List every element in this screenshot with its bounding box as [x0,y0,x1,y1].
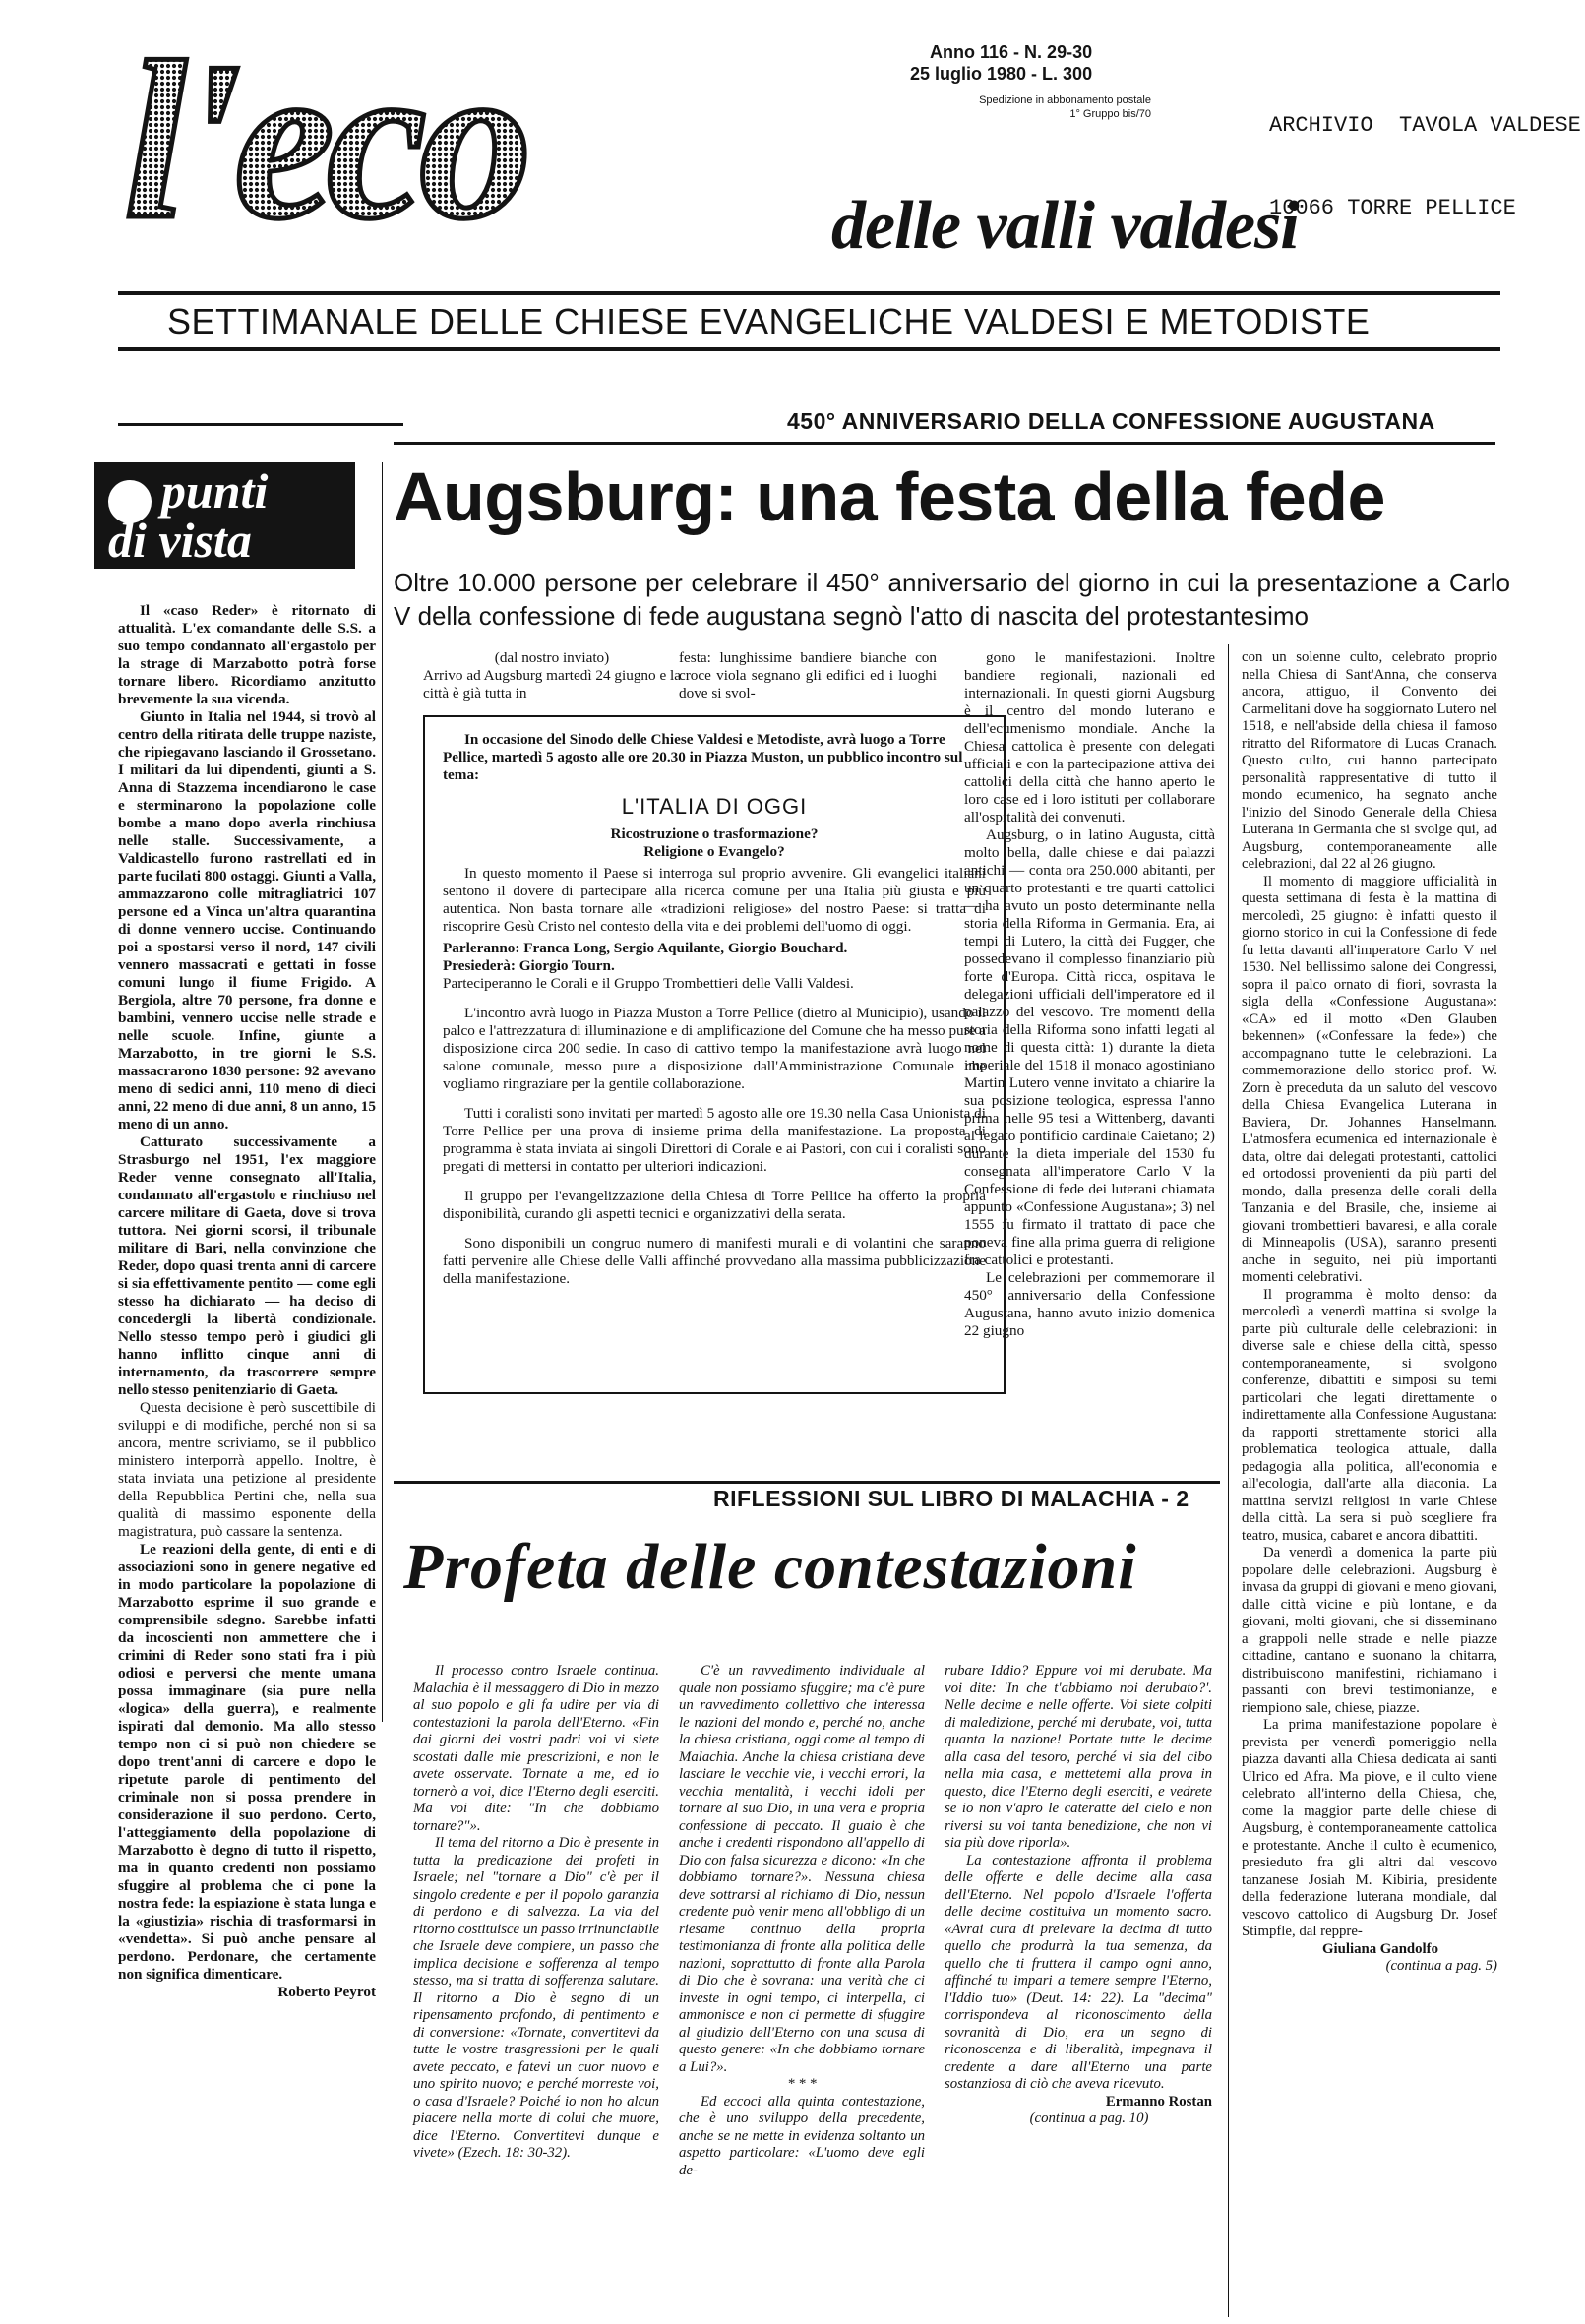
issue-date-price: 25 luglio 1980 - L. 300 [910,64,1093,84]
author-signature: Giuliana Gandolfo [1322,1940,1438,1957]
section-rule-left [118,423,403,426]
paragraph: Il gruppo per l'evangelizzazione della Chiesa di Torre Pellice ha offerto la propria disponibilità, curando gli aspetti tecnici e organizzativi della serata. [443,1188,986,1222]
augsburg-column-3 [964,649,1215,1340]
paragraph: Da venerdì a domenica la parte più popolare delle celebrazioni. Augsburg è invasa da gruppi di giovani e meno giovani, dalle città vicine e più lontane, e da giovani, molti giovani, che si disseminano a grappoli nelle strade e nelle piazze cittadine, cantano e suonano la chitarra, distribuiscono manifestini, richiamano i passanti con brevi testimonianze, e riempiono sale, chiese, piazze. [1242,1545,1497,1716]
paragraph: Catturato successivamente a Strasburgo nel 1951, l'ex maggiore Reder venne consegnato all'Italia, condannato all'ergastolo e rinchiuso nel carcere militare di Gaeta, dove si trova tuttora. Nei giorni scorsi, il tribunale militare di Bari, nella convinzione che Reder, dopo quasi trenta anni di carcere si sia effettivamente pentito — come egli stesso ha dichiarato — ha deciso di concedergli la libertà condizionale. Nello stesso tempo però i giudici gli hanno inflitto cinque anni di internamento, da trascorrere sempre nello stesso penitenziario di Gaeta. [118,1133,376,1398]
box-question-1: Ricostruzione o trasformazione? [610,826,819,842]
paragraph: rubare Iddio? Eppure voi mi derubate. Ma voi dite: 'In che t'abbiamo noi derubato?'. Nelle decime e nelle offerte. Voi siete colpiti di maledizione, perché mi derubate, voi, tutta quanta la nazione! Portate tutte le decime alla casa del tesoro, perché vi sia del cibo nella mia casa, e mettetemi alla prova in questo, dice l'Eterno degli eserciti, e vedrete se io non v'apro le cateratte del cielo e non riversi su voi tanta benedizione, che non vi sia più dove riporla». [945,1663,1212,1851]
paragraph: Il programma è molto denso: da mercoledì a venerdì mattina si svolge la parte più culturale delle celebrazioni: in diverse sale e chiese della città, spesso contemporaneamente, si svolgono conferenze, dibattiti e simposi su temi particolari che legati direttamente o indirettamente alla Confessione Augustana: da rapporti strettamente storici alla problematica teologica attuale, dalla pedagogia alla politica, all'economia e all'ecologia, dall'arte alla diaconia. La mattina servizi religiosi in varie Chiese della città. La sera si può scegliere fra teatro, musica, cabaret e ancora dibattiti. [1242,1286,1497,1544]
masthead-logo [118,39,846,246]
paragraph: Il momento di maggiore ufficialità in questa settimana di festa è la mattina di mercoledì, 25 giugno: è infatti questo il giorno storico in cui la Confessione di fede fu letta davanti all'imperatore Carlo V nel 1530. Nel bellissimo salone dei Congressi, sopra il palco ornato di fiori, sovrasta la sigla della «Confessione Augustana»: «CA» ed il motto «Den Glauben bekennen» («Confessare la fede») che accompagnano tutte le celebrazioni. La commemorazione dello storico prof. W. Zorn è preceduta da un saluto del vescovo della Chiesa Evangelica Luterana in Baviera, Dr. Johannes Hanselmann. L'atmosfera ecumenica ed internazionale è data, oltre dai delegati protestanti, cattolici ed ortodossi provenienti da più parti del mondo, dalla presenza delle corali della Tanzania e del Brasile, che, insieme ai giovani trombettieri bavaresi, e alla corale di Minneapolis (USA), saranno presenti anche in seguito, nei più importanti momenti celebrativi. [1242,873,1497,1285]
augsburg-column-1 [423,649,681,703]
archive-stamp-line-2: 10066 TORRE PELLICE [1269,196,1516,220]
paragraph: festa: lunghissime bandiere bianche con croce viola segnano gli edifici ed i luoghi dove si svol- [679,649,937,702]
box-intro: In occasione del Sinodo delle Chiese Valdesi e Metodiste, avrà luogo a Torre Pellice, martedì 5 agosto alle ore 20.30 in Piazza Muston, un pubblico incontro sul tema: [443,731,963,783]
paragraph: Giunto in Italia nel 1944, si trovò al centro della ritirata delle truppe naziste, che ripiegavano lasciando il Grossetano. I militari da lui dipendenti, giunti a S. Anna di Stazzema incendiarono le case e sterminarono la popolazione colle bombe a mano dopo averla rinchiusa nelle stalle. Successivamente, a Valdicastello furono rastrellati ed in parte fucilati 800 ostaggi. Giunti a Valla, ammazzarono colle mitragliatrici 107 persone ed a Vinca un'altra quarantina di donne vennero uccise. Continuando poi a spostarsi verso il nord, 147 civili vennero massacrati e gettati in fosse comuni lungo il fiume Frigido. A Bergiola, altre 70 persone, fra donne e bambini, vennero uccise nelle strade e nelle scuole. Infine, giunte a Marzabotto, in tre giorni le S.S. massacrarono 1830 persone: 92 avevano meno di sedici anni, 110 meno di dieci anni, 22 meno di due anni, 8 un anno, 15 meno di un anno. [118,708,376,1132]
paragraph: Le celebrazioni per commemorare il 450° anniversario della Confessione Augustana, hanno avuto inizio domenica 22 giugno [964,1269,1215,1339]
continued-note: (continua a pag. 5) [1385,1958,1497,1974]
column-divider [1228,644,1229,2317]
paragraph: Sono disponibili un congruo numero di manifesti murali e di volantini che saranno fatti pervenire alle Chiese delle Valli affinché provvedano alla massima pubblicizzazione della manifestazione. [443,1235,986,1287]
augsburg-deck: Oltre 10.000 persone per celebrare il 450° anniversario del giorno in cui la presentazione a Carlo V della confessione di fede augustana segnò l'atto di nascita del protestantesimo [394,568,1510,631]
paragraph: Arrivo ad Augsburg martedì 24 giugno e la città è già tutta in [423,667,681,702]
postal-line-2: 1° Gruppo bis/70 [1069,108,1151,120]
malachia-headline: Profeta delle contestazioni [403,1531,1137,1603]
paragraph: La prima manifestazione popolare è prevista per venerdì pomeriggio nella piazza davanti alla Chiesa dedicata ai santi Ulrico ed Afra. Ma piove, e il culto viene celebrato all'interno della Chiesa, che, come la maggior parte delle chiese di Augsburg, è contemporaneamente cattolica e protestante. Anche il culto è ecumenico, presieduto fra gli altri dal vescovo tanzanese Josiah M. Kibiria, presidente della federazione luterana mondiale, dal vescovo cattolico di Augsburg Dr. Josef Stimpfle, dal reppre- [1242,1717,1497,1939]
di-vista-label: di vista [108,513,252,568]
author-signature: Ermanno Rostan [1105,2093,1212,2110]
punti-di-vista-column [118,602,376,2001]
postal-info [895,93,1151,121]
box-choirs: Parteciperanno le Corali e il Gruppo Trombettieri delle Valli Valdesi. [443,975,854,992]
issue-info [910,41,1092,85]
punti-label: punti [161,463,269,519]
box-chair: Presiederà: Giorgio Tourn. [443,957,615,974]
malachia-column-2 [679,1663,925,2179]
paragraph: Tutti i coralisti sono invitati per martedì 5 agosto alle ore 19.30 nella Casa Unionista di Torre Pellice per una prova di insieme prima della manifestazione. La proposta di programma è stata inviata ai singoli Direttori di Corale e ai Pastori, con cui i coralisti sono pregati di mettersi in contatto per ulteriori indicazioni. [443,1105,986,1175]
paragraph: gono le manifestazioni. Inoltre bandiere regionali, nazionali ed internazionali. In questi giorni Augsburg è il centro del mondo luterano e dell'ecumenismo mondiale. Anche la Chiesa cattolica è presente con delegati ufficiali e con la partecipazione attiva dei cattolici della città che hanno aperto le loro case ed i loro istituti per collaborare all'ospitalità dei convenuti. [964,649,1215,826]
paragraph: L'incontro avrà luogo in Piazza Muston a Torre Pellice (dietro al Municipio), usando il palco e l'attrezzatura di illuminazione e di amplificazione del Comune che ha messo pure a disposizione circa 200 sedie. In caso di cattivo tempo la manifestazione avrà luogo nel salone comunale, messo pure a disposizione dall'Amministrazione Comunale che vogliamo ringraziare per la gentile collaborazione. [443,1005,986,1092]
malachia-column-1 [413,1663,659,2163]
box-question-2: Religione o Evangelo? [643,843,785,860]
archive-stamp-line-1: ARCHIVIO TAVOLA VALDESE [1269,113,1581,138]
paragraph: Le reazioni della gente, di enti e di associazioni sono in genere negative ed in modo particolare la popolazione di Marzabotto esprime il suo grande e comprensibile sdegno. Sarebbe infatti da incoscienti non ammettere che i crimini di Reder sono stati fra i più odiosi e perversi che mente umana possa immaginare (sia pure nella «logica» della guerra), e realmente ispirati dal demonio. Ma allo stesso tempo non ci si può non chiedere se dopo trent'anni di carcere e dopo le ripetute parole di pentimento del criminale non si possa prendere in considerazione il suo perdono. Certo, l'atteggiamento della popolazione di Marzabotto è degno di tutto il rispetto, ma in quanto credenti non possiamo sfuggire al problema che ci pone la nostra fede: la espiazione è stata lunga e la «giustizia» rischia di trasformarsi in «vendetta». Si può anche pensare al perdono. Perdonare, che certamente non significa dimenticare. [118,1541,376,1983]
masthead-rule-top [118,291,1500,295]
author-signature: Roberto Peyrot [277,1984,376,2000]
paragraph: Ed eccoci alla quinta contestazione, che è uno sviluppo della precedente, anche se ne mette in evidenza soltanto un aspetto particolare: «L'uomo deve egli de- [679,2093,925,2178]
italia-di-oggi-box [423,715,1006,1394]
paragraph: Questa decisione è però suscettibile di sviluppi e di modifiche, perché non si sa ancora, mentre scriviamo, se il pubblico ministero interporrà appello. Inoltre, è stata inviata una petizione al presidente della Repubblica Pertini che, nella sua qualità di massimo esponente della magistratura, può cassare la sentenza. [118,1399,376,1540]
issue-number: Anno 116 - N. 29-30 [930,42,1093,62]
svg-text:l'eco: l'eco [124,39,524,246]
paragraph: Augsburg, o in latino Augusta, città molto bella, dalle chiese e dai palazzi antichi — conta ora 250.000 abitanti, per un quarto protestanti e tre quarti cattolici — ha avuto un posto determinante nella storia della Riforma in Germania. Era, ai tempi di Lutero, la città dei Fugger, che possedevano il complesso finanziario più forte d'Europa. Città ricca, ospitava le delegazioni ufficiali dell'imperatore ed il palazzo del vescovo. Tre momenti della storia della Riforma sono infatti legati al nome di questa città: 1) durante la dieta imperiale del 1518 il monaco agostiniano Martin Lutero venne invitato a chiarire la sua posizione teologica, espressa l'anno prima nelle 95 tesi a Wittenberg, davanti al legato pontificio cardinale Caietano; 2) durante la dieta imperiale del 1530 fu consegnata all'imperatore Carlo V la Confessione di fede dei luterani chiamata appunto «Confessione Augustana»; 3) nel 1555 fu firmato il trattato di pace che poneva fine alla prima guerra di religione fra cattolici e protestanti. [964,826,1215,1268]
section-rule [394,1481,1220,1484]
separator: * * * [787,2076,817,2092]
paragraph: In questo momento il Paese si interroga sul proprio avvenire. Gli evangelici italiani sentono il dovere di partecipare alla ricerca comune per una Italia più giusta e più autentica. Non basta tornare alle «tradizioni religiose» del nostro Paese: si tratta di riscoprire Gesù Cristo nel contesto della vita e dei problemi dell'uomo di oggi. [443,865,986,935]
paragraph: La contestazione affronta il problema delle offerte e delle decime alla casa dell'Eterno. Nel popolo d'Israele l'offerta delle decime costituiva un momento sacro. «Avrai cura di prelevare la decima di tutto quello che produrrà la tua semenza, da quello che ti fruttera il campo ogni anno, affinché tu impari a temere sempre l'Eterno, l'Iddio tuo» (Deut. 14: 22). La "decima" corrispondeva al riconoscimento della sovranità di Dio, era un segno di riconoscenza e di liberalità, impegnava il credente a dare all'Eterno una parte sostanziosa di ciò che aveva ricevuto. [945,1852,1212,2092]
section-rule [394,442,1495,445]
paragraph: C'è un ravvedimento individuale al quale non possiamo sfuggire; ma c'è pure un ravvedimento collettivo che interessa le nazioni del mondo e, perché no, anche la chiesa cristiana, oggi come al tempo di Malachia. Anche la chiesa cristiana deve lasciare le vecchie vie, i vecchi errori, la vecchia mentalità, i vecchi idoli per tornare al suo Dio, in una vera e propria confessione di peccato. Il guaio è che anche i credenti rispondono all'appello di Dio con falsa sicurezza e dicono: «In che dobbiamo tornare?». Nessuna chiesa deve sottrarsi al richiamo di Dio, nessun credente può venir meno all'obbligo di un riesame continuo della propria testimonianza di fronte alla politica delle nazioni, soprattutto di fronte alla Parola di Dio che è sovrana: una verità che ci investe in ogni tempo, ci interpella, ci ammonisce e non ci permette di sfuggire al giudizio dell'Eterno con una scusa di questo genere: «In che dobbiamo tornare a Lui?». [679,1663,925,2075]
archive-stamp [1269,57,1581,250]
paragraph: Il tema del ritorno a Dio è presente in tutta la predicazione dei profeti in Israele; nel "tornare a Dio" c'è per il singolo credente e per il popolo garanzia di perdono e di salvezza. La via del ritorno costituisce un passo irrinunciabile che Israele deve compiere, un passo che implica decisione e sofferenza al tempo stesso, ma si tratta di sofferenza salutare. Il ritorno a Dio è segno di un ripensamento profondo, di pentimento e di conversione: «Tornate, convertitevi da tutte le vostre trasgressioni per le quali avete peccato, e fatevi un cuor nuovo e uno spirito nuovo; e perché morreste voi, o casa d'Israele? Poiché io non ho alcun piacere nella morte di colui che muore, dice l'Eterno. Convertitevi dunque e vivete» (Ezech. 18: 30-32). [413,1835,659,2161]
masthead-subtitle: delle valli valdesi [831,188,1299,264]
paragraph: Il processo contro Israele continua. Malachia è il messaggero di Dio in mezzo al suo popolo e gli fa udire per via di contestazioni la parola dell'Eterno. «Fin dai giorni dei vostri padri voi vi siete scostati dalle mie prescrizioni, e non le avete osservate. Tornate a me, ed io tornerò a voi, dice l'Eterno degli eserciti. Ma voi dite: "In che dobbiamo tornare?"». [413,1663,659,1834]
box-speakers: Parleranno: Franca Long, Sergio Aquilante, Giorgio Bouchard. [443,940,848,956]
postal-line-1: Spedizione in abbonamento postale [979,94,1151,106]
masthead-rule-bottom [118,347,1500,351]
box-title: L'ITALIA DI OGGI [621,794,808,819]
augsburg-column-4 [1242,649,1497,1976]
augsburg-headline: Augsburg: una festa della fede [394,459,1385,535]
paragraph: Il «caso Reder» è ritornato di attualità. L'ex comandante delle S.S. a suo tempo condannato all'ergastolo per la strage di Marzabotto potrà forse tornare libero. Ricordiamo anzitutto brevemente la sua vicenda. [118,602,376,707]
augsburg-section-heading: 450° ANNIVERSARIO DELLA CONFESSIONE AUGUSTANA [787,408,1435,434]
column-divider [382,462,383,1722]
malachia-column-3 [945,1663,1212,2128]
continued-note: (continua a pag. 10) [1029,2110,1149,2126]
augsburg-column-2 [679,649,937,703]
byline: (dal nostro inviato) [494,649,610,666]
paragraph: con un solenne culto, celebrato proprio nella Chiesa di Sant'Anna, che conserva ancora, attiguo, il Convento dei Carmelitani dove ha soggiornato Lutero nel 1518, e nell'abside della chiesa il famoso ritratto del Riformatore di Lucas Cranach. Questo culto, cui hanno partecipato personalità rappresentative di tutto il mondo ecumenico, ha segnato anche l'inizio del Sinodo Generale della Chiesa Luterana in Germania che si svolge qui, ad Augsburg, contemporaneamente alle celebrazioni, dal 22 al 26 giugno. [1242,649,1497,872]
malachia-section-heading: RIFLESSIONI SUL LIBRO DI MALACHIA - 2 [713,1486,1189,1511]
masthead-tagline: SETTIMANALE DELLE CHIESE EVANGELICHE VALDESI E METODISTE [167,301,1371,341]
punti-di-vista-badge [94,462,355,569]
